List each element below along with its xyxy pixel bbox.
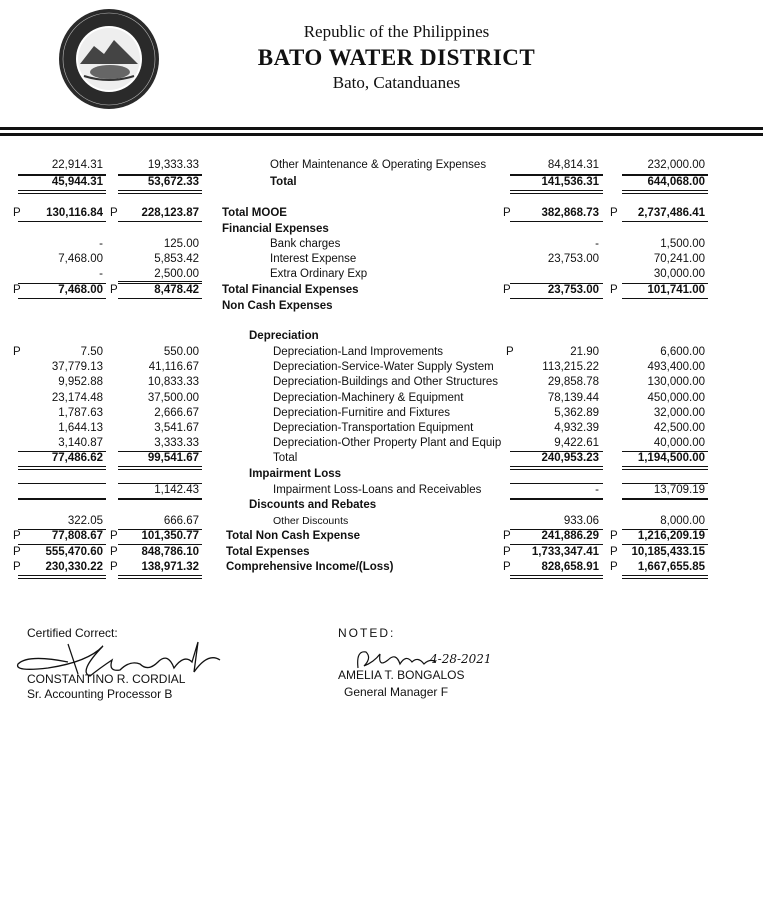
amount-total-mooe-c3: 382,868.73 [541,207,599,219]
rule-above [622,283,708,284]
row-label-discounts: Discounts and Rebates [249,499,377,511]
row-label-extra: Extra Ordinary Exp [270,268,368,280]
rule-above [510,283,603,284]
peso-sign: P [503,284,511,296]
amount-comp-income-c3: 828,658.91 [541,561,599,573]
amount-dep-mach-c2: 37,500.00 [147,392,199,404]
row-label-noncash: Non Cash Expenses [222,300,333,312]
amount-comp-income-c4: 1,667,655.85 [637,561,705,573]
amount-other-mooe-c4: 232,000.00 [647,159,705,171]
peso-sign: P [13,346,21,358]
amount-dep-build-c1: 9,952.88 [58,376,103,388]
row-label-total-noncash: Total Non Cash Expense [226,530,360,542]
amount-dep-land-c1: 7.50 [80,346,103,358]
amount-dep-mach-c3: 78,139.44 [547,392,599,404]
amount-dep-other-c1: 3,140.87 [58,437,103,449]
rule-above [622,529,708,530]
noted-title: General Manager F [344,685,449,699]
peso-sign: P [506,346,514,358]
amount-dep-furn-c4: 32,000.00 [653,407,705,419]
amount-total-exp-c2: 848,786.10 [141,546,199,558]
amount-dep-land-c2: 550.00 [163,346,199,358]
row-label-other-disc: Other Discounts [273,515,349,527]
amount-total-fin-c1: 7,468.00 [58,284,103,296]
amount-total-noncash-c3: 241,886.29 [541,530,599,542]
amount-dep-furn-c2: 2,666.67 [154,407,199,419]
rule-above [118,283,202,284]
row-label-total: Total [270,176,297,188]
certifier-title: Sr. Accounting Processor B [27,687,173,701]
peso-sign: P [503,561,511,573]
row-label-total-mooe: Total MOOE [222,207,287,219]
amount-dep-trans-c1: 1,644.13 [58,422,103,434]
double-rule [510,466,603,470]
rule-above [510,529,603,530]
amount-total-c1: 45,944.31 [51,176,103,188]
rule-above [18,175,106,176]
row-label-dep-mach: Depreciation-Machinery & Equipment [273,392,464,404]
noted-name: AMELIA T. BONGALOS [338,668,465,682]
rule-above [622,483,708,484]
amount-interest-c1: 7,468.00 [58,253,103,265]
double-rule [510,190,603,194]
double-rule [18,466,106,470]
amount-dep-build-c2: 10,833.33 [147,376,199,388]
row-label-dep-furn: Depreciation-Furnitire and Fixtures [273,407,451,419]
rule [18,499,106,500]
rule [118,174,202,175]
amount-dep-water-c4: 493,400.00 [647,361,705,373]
amount-total-mooe-c2: 228,123.87 [141,207,199,219]
amount-dep-mach-c4: 450,000.00 [647,392,705,404]
rule-below [622,298,708,299]
amount-dep-other-c2: 3,333.33 [154,437,199,449]
certified-label: Certified Correct: [27,626,118,640]
row-label-dep-trans: Depreciation-Transportation Equipment [273,422,474,434]
rule [622,174,708,175]
double-rule [622,466,708,470]
rule-above [18,283,106,284]
row-label-bank: Bank charges [270,238,341,250]
noted-label: NOTED: [338,626,396,640]
amount-dep-trans-c2: 3,541.67 [154,422,199,434]
amount-total-exp-c4: 10,185,433.15 [631,546,705,558]
rule-below [18,221,106,222]
amount-extra-c1: - [99,268,103,280]
row-label-other-mooe: Other Maintenance & Operating Expenses [270,159,487,171]
row-label-impair: Impairment Loss [249,468,342,480]
amount-bank-c3: - [595,238,599,250]
rule-below [18,298,106,299]
amount-other-mooe-c3: 84,814.31 [547,159,599,171]
district-location: Bato, Catanduanes [332,73,461,92]
amount-total-c3: 141,536.31 [541,176,599,188]
amount-dep-total-c3: 240,953.23 [541,452,599,464]
peso-sign: P [110,561,118,573]
rule-above [510,451,603,452]
header-rule [0,127,763,136]
amount-total-c2: 53,672.33 [147,176,199,188]
amount-dep-land-c3: 21.90 [570,346,599,358]
amount-other-mooe-c2: 19,333.33 [147,159,199,171]
double-rule [118,190,202,194]
rule [622,499,708,500]
rule-above [118,483,202,484]
rule-below [622,221,708,222]
double-rule [510,575,603,579]
rule-below [18,544,106,545]
rule-above [622,451,708,452]
rule-below [510,298,603,299]
amount-bank-c4: 1,500.00 [660,238,705,250]
amount-dep-other-c3: 9,422.61 [554,437,599,449]
rule-above [622,175,708,176]
rule-below [622,544,708,545]
rule [18,174,106,175]
rule-below [118,544,202,545]
amount-impair-loans-c2: 1,142.43 [154,484,199,496]
amount-interest-c2: 5,853.42 [154,253,199,265]
peso-sign: P [13,546,21,558]
rule-above [510,483,603,484]
rule [118,281,202,282]
amount-dep-furn-c3: 5,362.89 [554,407,599,419]
amount-dep-trans-c4: 42,500.00 [653,422,705,434]
peso-sign: P [610,546,618,558]
rule-above [118,175,202,176]
peso-sign: P [610,284,618,296]
peso-sign: P [503,530,511,542]
amount-comp-income-c1: 230,330.22 [45,561,103,573]
peso-sign: P [503,207,511,219]
row-label-interest: Interest Expense [270,253,357,265]
amount-dep-build-c4: 130,000.00 [647,376,705,388]
amount-total-fin-c2: 8,478.42 [154,284,199,296]
amount-bank-c2: 125.00 [163,238,199,250]
double-rule [118,575,202,579]
peso-sign: P [110,530,118,542]
row-label-dep-other: Depreciation-Other Property Plant and Equip [273,437,502,449]
row-label-comp-income: Comprehensive Income/(Loss) [226,561,394,573]
amount-dep-mach-c1: 23,174.48 [51,392,103,404]
row-label-dep-total: Total [273,452,298,464]
rule [510,174,603,175]
rule-below [118,221,202,222]
amount-comp-income-c2: 138,971.32 [141,561,199,573]
double-rule [622,190,708,194]
amount-total-noncash-c1: 77,808.67 [51,530,103,542]
rule-above [18,483,106,484]
amount-total-fin-c4: 101,741.00 [647,284,705,296]
amount-total-noncash-c2: 101,350.77 [141,530,199,542]
district-name: BATO WATER DISTRICT [257,45,536,70]
rule-below [118,298,202,299]
row-label-dep-water: Depreciation-Service-Water Supply System [273,361,494,373]
amount-dep-water-c1: 37,779.13 [51,361,103,373]
amount-total-exp-c3: 1,733,347.41 [531,546,599,558]
amount-dep-water-c2: 41,116.67 [148,361,199,373]
peso-sign: P [110,284,118,296]
rule-below [510,544,603,545]
amount-total-exp-c1: 555,470.60 [45,546,103,558]
peso-sign: P [610,207,618,219]
amount-dep-total-c2: 99,541.67 [147,452,199,464]
peso-sign: P [610,561,618,573]
rule-above [510,175,603,176]
amount-dep-build-c3: 29,858.78 [547,376,599,388]
amount-total-noncash-c4: 1,216,209.19 [637,530,705,542]
rule-above [118,529,202,530]
amount-dep-total-c1: 77,486.62 [51,452,103,464]
amount-dep-furn-c1: 1,787.63 [58,407,103,419]
certifier-name: CONSTANTINO R. CORDIAL [27,672,186,686]
amount-total-mooe-c1: 130,116.84 [46,207,103,219]
amount-extra-c4: 30,000.00 [653,268,705,280]
amount-impair-loans-c4: 13,709.19 [653,484,705,496]
double-rule [18,190,106,194]
peso-sign: P [13,284,21,296]
noted-signature-date: 4-28-2021 [430,652,492,666]
amount-dep-other-c4: 40,000.00 [653,437,705,449]
double-rule [118,466,202,470]
double-rule [622,575,708,579]
row-label-dep-build: Depreciation-Buildings and Other Structures [273,376,499,388]
amount-interest-c3: 23,753.00 [547,253,599,265]
amount-total-fin-c3: 23,753.00 [547,284,599,296]
amount-dep-land-c4: 6,600.00 [660,346,705,358]
row-label-total-exp: Total Expenses [226,546,310,558]
row-label-dep-land: Depreciation-Land Improvements [273,346,444,358]
amount-bank-c1: - [99,238,103,250]
row-label-impair-loans: Impairment Loss-Loans and Receivables [273,484,482,496]
peso-sign: P [503,546,511,558]
row-label-total-fin: Total Financial Expenses [222,284,359,296]
peso-sign: P [110,207,118,219]
amount-dep-total-c4: 1,194,500.00 [637,452,705,464]
amount-extra-c2: 2,500.00 [154,268,199,280]
amount-other-disc-c4: 8,000.00 [660,515,705,527]
rule [510,499,603,500]
rule-above [18,529,106,530]
peso-sign: P [610,530,618,542]
peso-sign: P [110,546,118,558]
amount-other-disc-c2: 666.67 [163,515,199,527]
peso-sign: P [13,207,21,219]
amount-other-disc-c3: 933.06 [563,515,599,527]
rule [118,499,202,500]
row-label-fin-exp: Financial Expenses [222,223,329,235]
peso-sign: P [13,561,21,573]
rule-above [18,451,106,452]
amount-dep-trans-c3: 4,932.39 [554,422,599,434]
amount-interest-c4: 70,241.00 [653,253,705,265]
rule-above [118,451,202,452]
amount-other-disc-c1: 322.05 [67,515,103,527]
amount-total-c4: 644,068.00 [647,176,705,188]
republic-line: Republic of the Philippines [303,22,490,41]
amount-impair-loans-c3: - [595,484,599,496]
rule-below [510,221,603,222]
amount-dep-water-c3: 113,215.22 [542,361,599,373]
row-label-depr: Depreciation [249,330,319,342]
amount-other-mooe-c1: 22,914.31 [51,159,103,171]
amount-total-mooe-c4: 2,737,486.41 [637,207,705,219]
peso-sign: P [13,530,21,542]
double-rule [18,575,106,579]
